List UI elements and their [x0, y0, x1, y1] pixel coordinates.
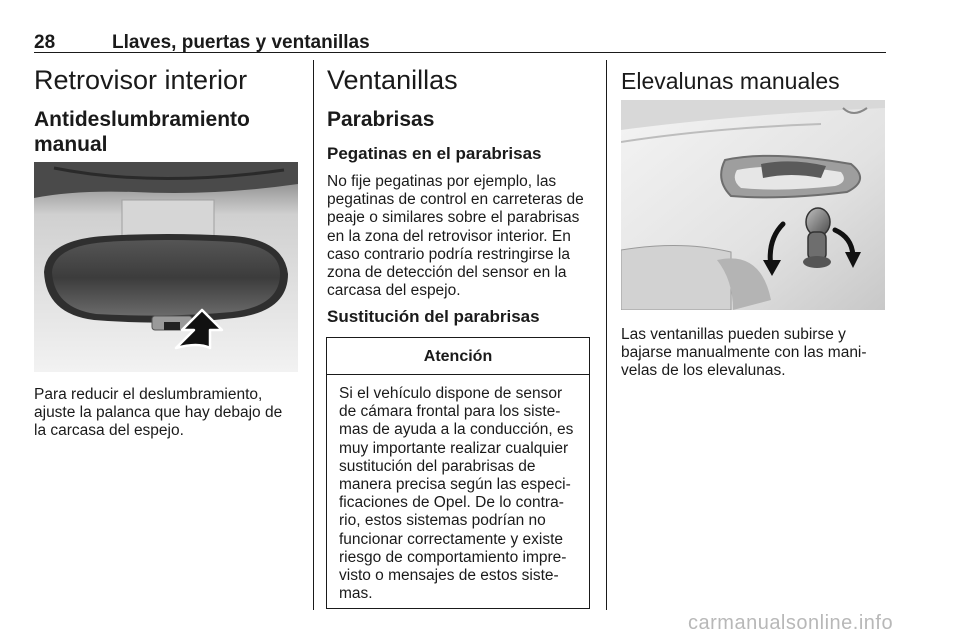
notice-line: de cámara frontal para los siste- — [339, 403, 561, 421]
body-line: velas de los elevalunas. — [621, 362, 786, 380]
section-title-pegatinas: Pegatinas en el parabrisas — [327, 144, 542, 163]
notice-line: sustitución del parabrisas de — [339, 457, 536, 475]
body-line: No fije pegatinas por ejemplo, las — [327, 173, 557, 190]
section-title-sustitucion: Sustitución del parabrisas — [327, 307, 540, 326]
body-line: zona de detección del sensor en la — [327, 264, 567, 282]
notice-line: ficaciones de Opel. De lo contra- — [339, 494, 564, 512]
section-heading-ventanillas: Ventanillas — [327, 65, 458, 95]
running-title: Llaves, puertas y ventanillas — [112, 32, 370, 53]
notice-line: funcionar correctamente y existe — [339, 530, 563, 548]
notice-title: Atención — [327, 338, 589, 375]
body-line: Para reducir el deslumbramiento, — [34, 386, 263, 403]
header-rule — [34, 52, 886, 53]
mirror-illustration — [34, 162, 298, 372]
notice-box — [326, 337, 590, 609]
column-divider-2 — [606, 60, 607, 610]
body-line: la carcasa del espejo. — [34, 422, 184, 440]
notice-body — [339, 385, 585, 603]
body-line: carcasa del espejo. — [327, 282, 461, 300]
subheading-antideslumbramiento-line1: Antideslumbramiento — [34, 108, 250, 131]
notice-line: rio, estos sistemas podrían no — [339, 512, 546, 530]
column-divider-1 — [313, 60, 314, 610]
section-heading-retrovisor: Retrovisor interior — [34, 65, 248, 95]
section-heading-elevalunas: Elevalunas manuales — [621, 68, 840, 94]
notice-line: mas de ayuda a la conducción, es — [339, 421, 574, 439]
page-number: 28 — [34, 32, 56, 53]
body-line: Las ventanillas pueden subirse y — [621, 326, 846, 343]
body-line: bajarse manualmente con las mani- — [621, 344, 867, 362]
pegatinas-body-text — [327, 173, 599, 300]
notice-line: visto o mensajes de estos siste- — [339, 567, 559, 585]
window-crank-illustration — [621, 100, 885, 310]
watermark: carmanualsonline.info — [688, 612, 894, 634]
body-line: peaje o similares sobre el parabrisas — [327, 209, 580, 227]
notice-line: manera precisa según las especi- — [339, 476, 571, 494]
body-line: ajuste la palanca que hay debajo de — [34, 404, 283, 422]
body-line: pegatinas de control en carreteras de — [327, 191, 584, 209]
subheading-parabrisas: Parabrisas — [327, 108, 435, 131]
elevalunas-body-text — [621, 326, 891, 381]
body-line: caso contrario podría restringirse la — [327, 245, 570, 263]
notice-line: muy importante realizar cualquier — [339, 439, 569, 457]
notice-line: mas. — [339, 585, 373, 603]
notice-line: Si el vehículo dispone de sensor — [339, 385, 563, 402]
subheading-antideslumbramiento-line2: manual — [34, 133, 108, 156]
mirror-body-text — [34, 386, 304, 441]
body-line: en la zona del retrovisor interior. En — [327, 227, 571, 245]
notice-line: riesgo de comportamiento impre- — [339, 548, 567, 566]
